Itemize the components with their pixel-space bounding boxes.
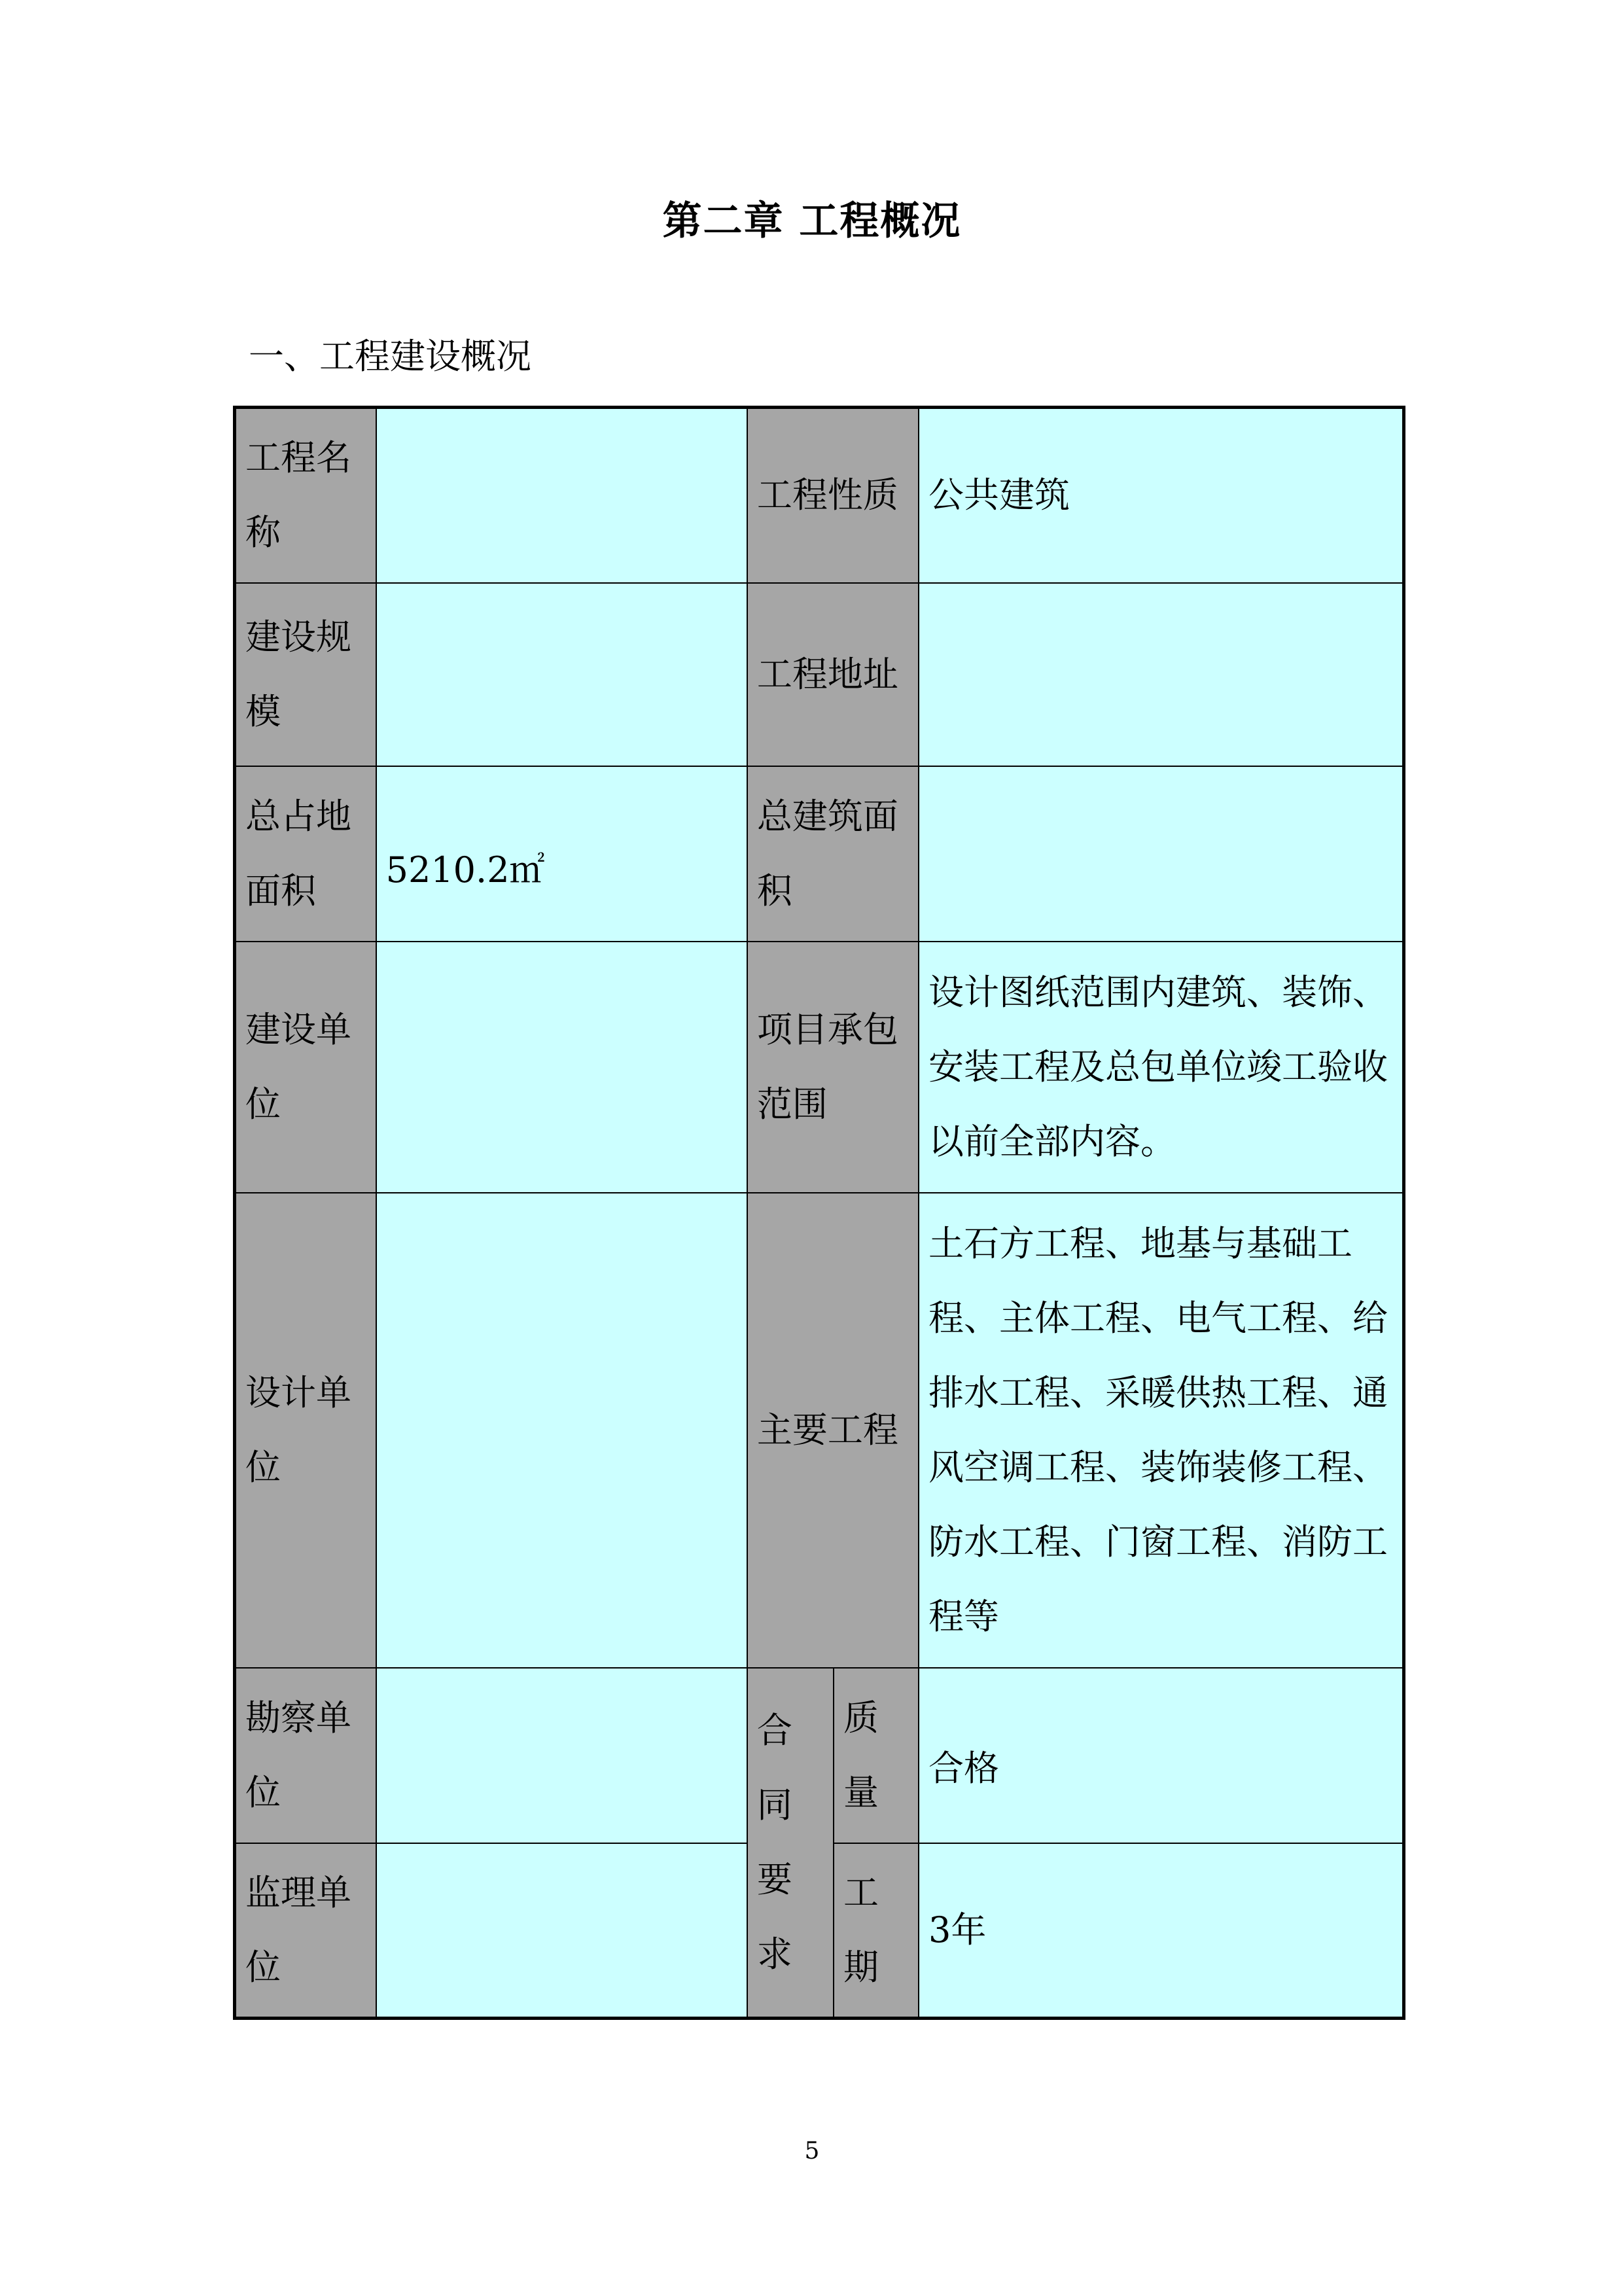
project-nature-label: 工程性质 (747, 408, 919, 583)
project-overview-table (233, 406, 1405, 2020)
construction-scale-label: 建设规模 (235, 583, 376, 766)
construction-scale-value (376, 583, 747, 766)
quality-value: 合格 (919, 1668, 1403, 1843)
project-name-label: 工程名称 (235, 408, 376, 583)
design-unit-label: 设计单位 (235, 1193, 376, 1668)
section-heading: 一、工程建设概况 (249, 336, 531, 377)
design-unit-value (376, 1193, 747, 1668)
total-land-area-value: 5210.2㎡ (376, 766, 747, 942)
construction-unit-value (376, 942, 747, 1193)
total-land-area-label: 总占地面积 (235, 766, 376, 942)
supervision-unit-label: 监理单位 (235, 1843, 376, 2019)
main-works-label: 主要工程 (747, 1193, 919, 1668)
table-row (235, 583, 1404, 766)
total-building-area-value (919, 766, 1403, 942)
contract-scope-label: 项目承包范围 (747, 942, 919, 1193)
contract-scope-value: 设计图纸范围内建筑、装饰、安装工程及总包单位竣工验收以前全部内容。 (919, 942, 1403, 1193)
construction-unit-label: 建设单位 (235, 942, 376, 1193)
table-row (235, 408, 1404, 583)
contract-requirements-label: 合同要求 (747, 1668, 834, 2019)
duration-value: 3年 (919, 1843, 1403, 2019)
project-address-value (919, 583, 1403, 766)
project-nature-value: 公共建筑 (919, 408, 1403, 583)
supervision-unit-value (376, 1843, 747, 2019)
project-name-value (376, 408, 747, 583)
duration-label: 工期 (834, 1843, 919, 2019)
survey-unit-label: 勘察单位 (235, 1668, 376, 1843)
table-row (235, 1193, 1404, 1668)
table-row (235, 942, 1404, 1193)
table-row (235, 766, 1404, 942)
survey-unit-value (376, 1668, 747, 1843)
quality-label: 质量 (834, 1668, 919, 1843)
chapter-title: 第二章 工程概况 (662, 198, 962, 244)
page-number: 5 (804, 2138, 820, 2164)
table-row (235, 1668, 1404, 1843)
project-address-label: 工程地址 (747, 583, 919, 766)
total-building-area-label: 总建筑面积 (747, 766, 919, 942)
main-works-value: 土石方工程、地基与基础工程、主体工程、电气工程、给排水工程、采暖供热工程、通风空调工程、装饰装修工程、防水工程、门窗工程、消防工程等 (919, 1193, 1403, 1668)
